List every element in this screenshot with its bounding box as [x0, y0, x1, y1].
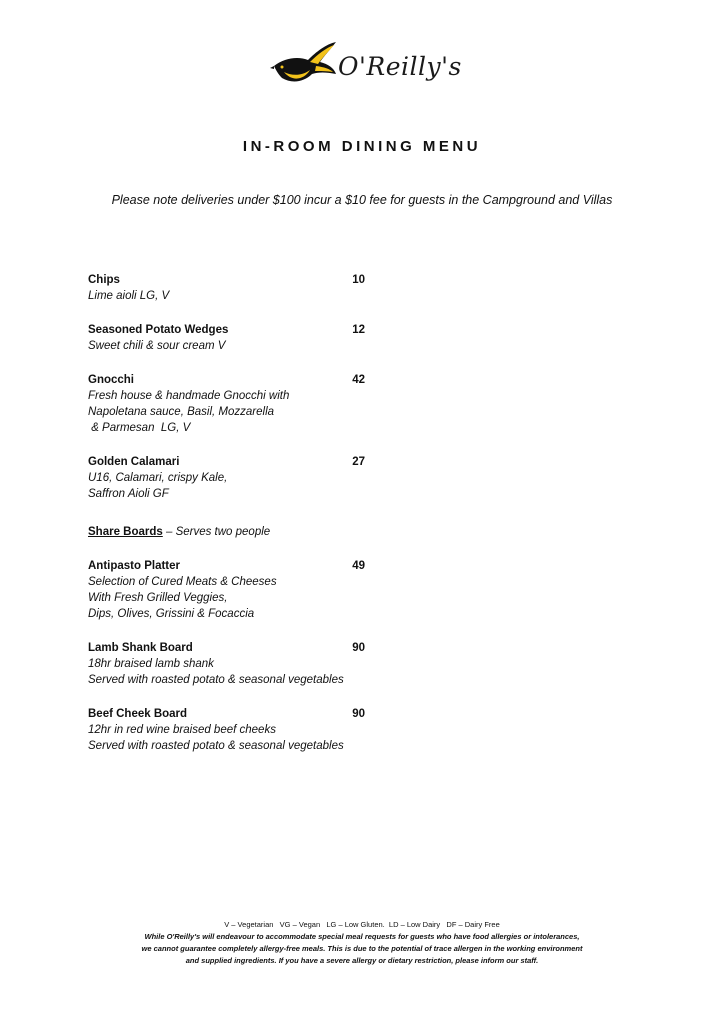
item-price: 42 [352, 374, 365, 386]
item-desc: Served with roasted potato & seasonal vegetables [88, 674, 344, 686]
item-desc: Selection of Cured Meats & Cheeses [88, 576, 277, 588]
share-boards-heading [88, 524, 388, 540]
footer [0, 919, 724, 967]
item-price: 27 [352, 456, 365, 468]
item-desc: With Fresh Grilled Veggies, [88, 592, 228, 604]
menu-item [88, 558, 388, 622]
item-desc: Lime aioli LG, V [88, 290, 170, 302]
item-name: Chips [88, 274, 120, 286]
allergy-note: we cannot guarantee completely allergy-free meals. This is due to the potential of trace allergen in the working environment [141, 944, 583, 953]
section-subtitle: – Serves two people [162, 526, 271, 538]
allergy-note: and supplied ingredients. If you have a severe allergy or dietary restriction, please inform our staff. [185, 956, 539, 965]
section-title: Share Boards [88, 526, 163, 538]
menu-item [88, 706, 388, 754]
dietary-legend: V – Vegetarian VG – Vegan LG – Low Gluten. LD – Low Dairy DF – Dairy Free [224, 920, 500, 929]
bird-icon [270, 36, 342, 94]
item-price: 49 [352, 560, 365, 572]
item-name: Beef Cheek Board [88, 708, 188, 720]
brand-name: O'Reilly's [338, 52, 462, 81]
item-desc: U16, Calamari, crispy Kale, [88, 472, 228, 484]
menu-item [88, 372, 388, 436]
allergy-note: While O'Reilly's will endeavour to accommodate special meal requests for guests who have food allergies or intolerances, [144, 932, 580, 941]
menu-item [88, 272, 388, 304]
item-price: 12 [352, 324, 365, 336]
item-name: Seasoned Potato Wedges [88, 324, 229, 336]
item-desc: Saffron Aioli GF [88, 488, 169, 500]
item-desc: Sweet chili & sour cream V [88, 340, 226, 352]
item-desc: 18hr braised lamb shank [88, 658, 214, 670]
item-desc: Dips, Olives, Grissini & Focaccia [88, 608, 255, 620]
item-desc: Served with roasted potato & seasonal vegetables [88, 740, 344, 752]
item-desc: Fresh house & handmade Gnocchi with [88, 390, 290, 402]
item-price: 10 [352, 274, 365, 286]
item-price: 90 [352, 642, 365, 654]
item-name: Lamb Shank Board [88, 642, 193, 654]
item-name: Gnocchi [88, 374, 135, 386]
menu-item [88, 322, 388, 354]
menu-item [88, 454, 388, 502]
item-desc: & Parmesan LG, V [88, 422, 191, 434]
item-price: 90 [352, 708, 365, 720]
item-desc: Napoletana sauce, Basil, Mozzarella [88, 406, 275, 418]
item-name: Golden Calamari [88, 456, 180, 468]
item-desc: 12hr in red wine braised beef cheeks [88, 724, 276, 736]
menu-list [88, 272, 388, 772]
page-title: IN-ROOM DINING MENU [242, 138, 482, 155]
delivery-notice: Please note deliveries under $100 incur a $10 fee for guests in the Campground and Villas [111, 193, 613, 207]
item-name: Antipasto Platter [88, 560, 181, 572]
menu-item [88, 640, 388, 688]
brand-logo [270, 36, 462, 94]
